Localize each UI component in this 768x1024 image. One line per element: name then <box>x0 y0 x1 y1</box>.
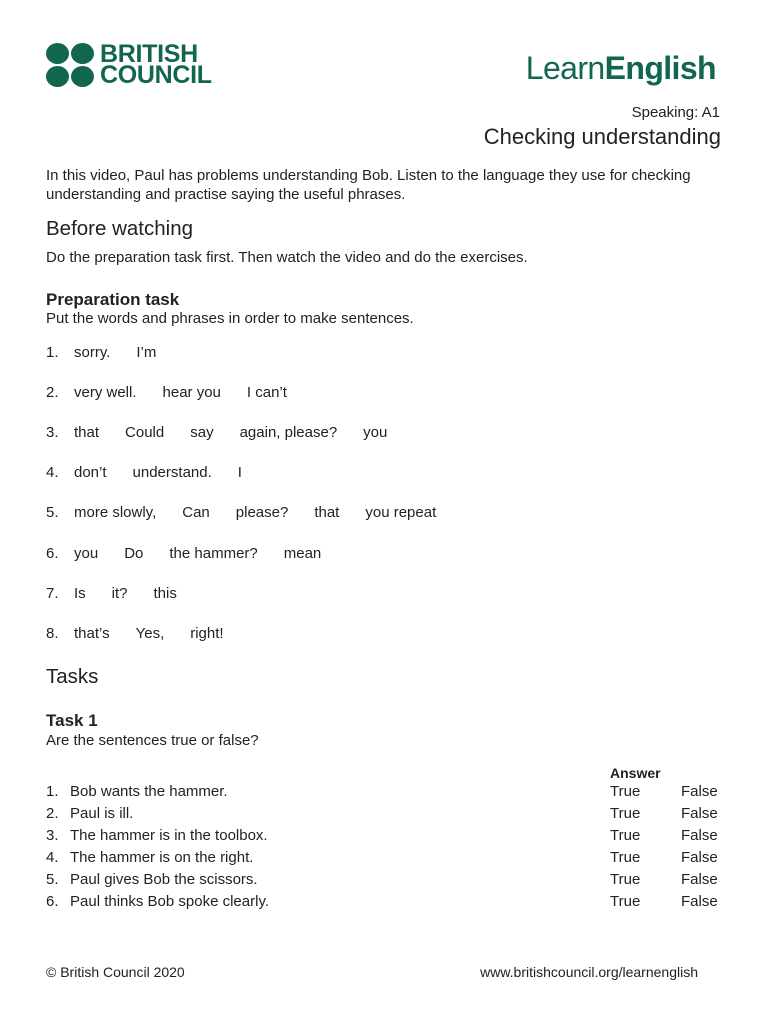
task-1-instruction: Are the sentences true or false? <box>46 732 259 749</box>
true-option: True <box>610 783 641 800</box>
prep-word: I’m <box>136 344 157 361</box>
false-option: False <box>681 871 718 888</box>
false-option: False <box>681 849 718 866</box>
preparation-task-instruction: Put the words and phrases in order to make sentences. <box>46 310 414 327</box>
table-row <box>46 871 726 893</box>
row-number: 6. <box>46 893 59 910</box>
true-option: True <box>610 871 641 888</box>
true-option: True <box>610 893 641 910</box>
prep-word: please? <box>235 504 289 521</box>
british-council-logo <box>46 40 212 89</box>
false-option: False <box>681 827 718 844</box>
prep-word: hear you <box>162 384 221 401</box>
prep-word: Do <box>124 545 144 562</box>
intro-paragraph: In this video, Paul has problems understanding Bob. Listen to the language they use for checking understanding and practise saying the useful phrases. <box>46 167 691 203</box>
prep-item-number: 6. <box>46 545 59 562</box>
table-row <box>46 805 726 827</box>
prep-word: say <box>190 424 214 441</box>
row-number: 1. <box>46 783 59 800</box>
prep-item <box>46 464 268 481</box>
prep-word: don’t <box>74 464 107 481</box>
row-number: 2. <box>46 805 59 822</box>
row-statement: The hammer is on the right. <box>70 849 254 866</box>
row-number: 5. <box>46 871 59 888</box>
prep-word: the hammer? <box>169 545 258 562</box>
prep-word: that <box>74 424 100 441</box>
prep-word: you repeat <box>365 504 437 521</box>
british-council-wordmark <box>100 40 212 89</box>
prep-item-number: 2. <box>46 384 59 401</box>
prep-word: right! <box>190 625 224 642</box>
prep-item-number: 1. <box>46 344 59 361</box>
row-statement: The hammer is in the toolbox. <box>70 827 268 844</box>
preparation-task-heading: Preparation task <box>46 290 180 309</box>
before-watching-heading: Before watching <box>46 217 194 240</box>
page-title: Checking understanding <box>483 124 721 149</box>
prep-item <box>46 504 462 521</box>
prep-item-number: 4. <box>46 464 59 481</box>
prep-word: I can’t <box>246 384 287 401</box>
prep-item <box>46 625 250 642</box>
prep-item <box>46 424 413 441</box>
prep-word: more slowly, <box>74 504 157 521</box>
row-statement: Paul thinks Bob spoke clearly. <box>70 893 269 910</box>
prep-word: Is <box>74 585 86 602</box>
footer-copyright: © British Council 2020 <box>46 964 185 980</box>
task-1-heading: Task 1 <box>46 711 98 730</box>
false-option: False <box>681 893 718 910</box>
brand-line-2: COUNCIL <box>100 61 212 89</box>
row-statement: Bob wants the hammer. <box>70 783 228 800</box>
false-option: False <box>681 805 718 822</box>
logo-learn-text: Learn <box>525 50 605 86</box>
row-statement: Paul is ill. <box>70 805 134 822</box>
tasks-heading: Tasks <box>46 665 99 688</box>
prep-word: Could <box>125 424 165 441</box>
level-label: Speaking: A1 <box>631 104 720 121</box>
prep-item <box>46 545 347 562</box>
prep-word: very well. <box>74 384 137 401</box>
prep-word: that <box>314 504 340 521</box>
prep-word: this <box>153 585 177 602</box>
true-option: True <box>610 849 641 866</box>
prep-word: I <box>237 464 242 481</box>
table-row <box>46 783 726 805</box>
prep-word: Yes, <box>135 625 165 642</box>
prep-item <box>46 585 203 602</box>
brand-line-1: BRITISH <box>100 40 198 68</box>
british-council-dots-icon <box>46 43 94 87</box>
prep-item-number: 7. <box>46 585 59 602</box>
footer-url: www.britishcouncil.org/learnenglish <box>480 964 698 980</box>
table-row <box>46 849 726 871</box>
learnenglish-logo <box>526 50 716 87</box>
prep-word: again, please? <box>239 424 338 441</box>
false-option: False <box>681 783 718 800</box>
prep-item-number: 3. <box>46 424 59 441</box>
prep-word: mean <box>283 545 322 562</box>
prep-word: it? <box>111 585 128 602</box>
table-row <box>46 893 726 915</box>
prep-item-number: 5. <box>46 504 59 521</box>
answer-column-header: Answer <box>610 765 661 781</box>
prep-word: sorry. <box>74 344 111 361</box>
prep-word: understand. <box>132 464 212 481</box>
prep-word: you <box>74 545 99 562</box>
true-option: True <box>610 827 641 844</box>
prep-word: you <box>363 424 388 441</box>
prep-item <box>46 384 313 401</box>
prep-word: that’s <box>74 625 110 642</box>
logo-english-text: English <box>604 50 716 86</box>
table-row <box>46 827 726 849</box>
prep-word: Can <box>182 504 210 521</box>
row-number: 4. <box>46 849 59 866</box>
row-number: 3. <box>46 827 59 844</box>
true-option: True <box>610 805 641 822</box>
row-statement: Paul gives Bob the scissors. <box>70 871 258 888</box>
prep-item <box>46 344 182 361</box>
prep-item-number: 8. <box>46 625 59 642</box>
before-watching-text: Do the preparation task first. Then watch the video and do the exercises. <box>46 249 528 266</box>
